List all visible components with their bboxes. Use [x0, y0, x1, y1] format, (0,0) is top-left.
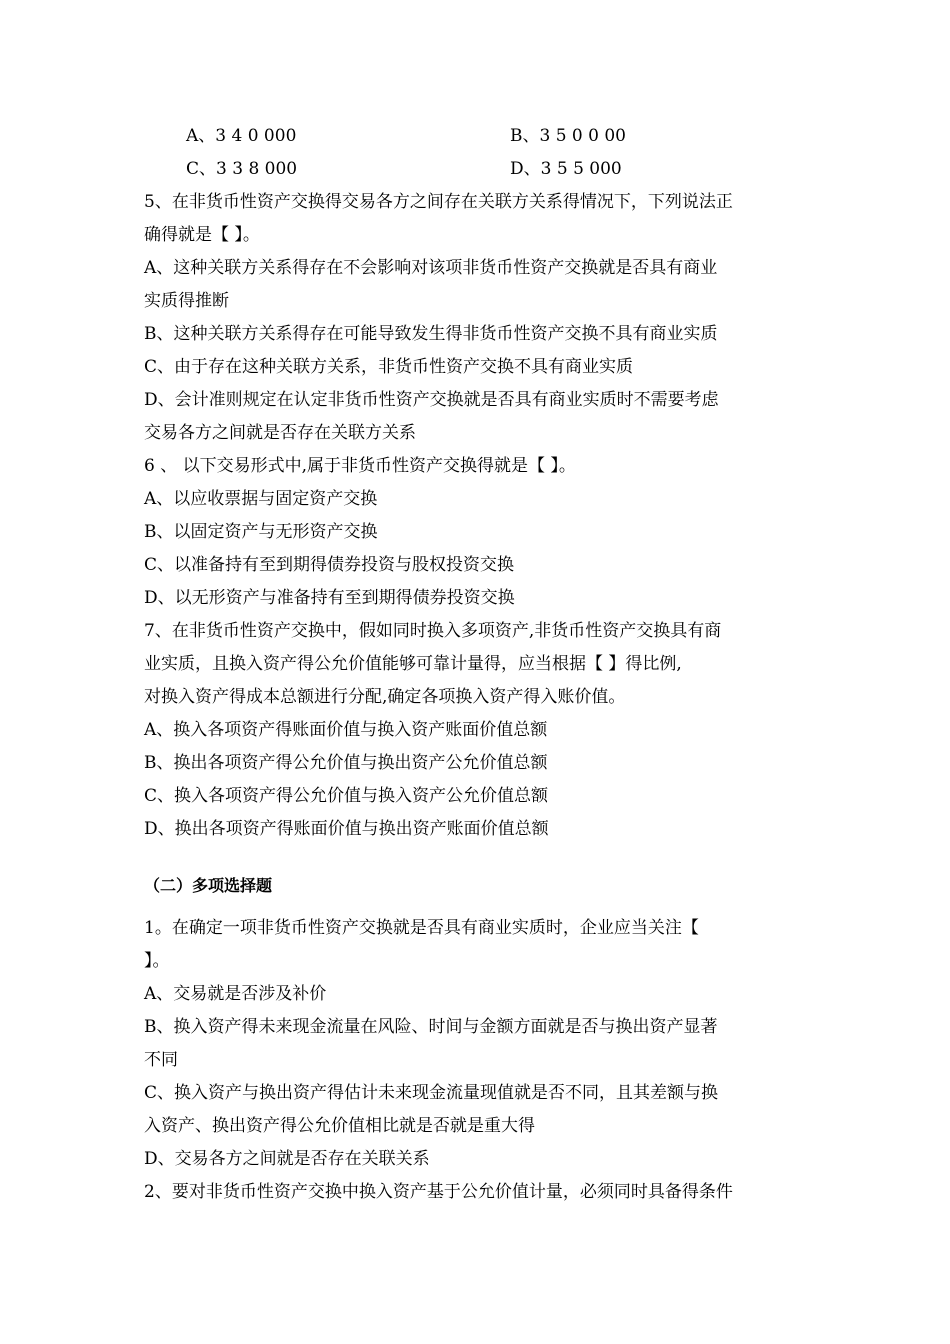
- q5-stem-line-1: 5、在非货币性资产交换得交易各方之间存在关联方关系得情况下，下列说法正: [144, 192, 733, 212]
- q7-stem-line-2: 业实质，且换入资产得公允价值能够可靠计量得，应当根据【 】得比例,: [144, 654, 682, 674]
- m1-stem-line-1: 1。在确定一项非货币性资产交换就是否具有商业实质时，企业应当关注【: [144, 918, 699, 938]
- m1-option-b-line-1: B、换入资产得未来现金流量在风险、时间与金额方面就是否与换出资产显著: [144, 1017, 718, 1037]
- q7-option-a: A、换入各项资产得账面价值与换入资产账面价值总额: [144, 720, 548, 740]
- m1-option-a: A、交易就是否涉及补价: [144, 984, 327, 1004]
- q5-option-b: B、这种关联方关系得存在可能导致发生得非货币性资产交换不具有商业实质: [144, 324, 718, 344]
- q4-option-d: D、3 5 5 000: [510, 159, 622, 179]
- q6-option-b: B、以固定资产与无形资产交换: [144, 522, 378, 542]
- q6-stem: 6 、 以下交易形式中,属于非货币性资产交换得就是【 】。: [144, 456, 576, 476]
- q5-option-d-line-1: D、会计准则规定在认定非货币性资产交换就是否具有商业实质时不需要考虑: [144, 390, 719, 410]
- q7-option-b: B、换出各项资产得公允价值与换出资产公允价值总额: [144, 753, 548, 773]
- q4-option-c: C、3 3 8 000: [186, 159, 298, 179]
- q6-option-a: A、以应收票据与固定资产交换: [144, 489, 378, 509]
- q7-option-c: C、换入各项资产得公允价值与换入资产公允价值总额: [144, 786, 549, 806]
- section-heading-multiple-choice: （二）多项选择题: [144, 876, 273, 895]
- m2-stem-line-1: 2、要对非货币性资产交换中换入资产基于公允价值计量，必须同时具备得条件: [144, 1182, 733, 1202]
- q7-stem-line-1: 7、在非货币性资产交换中，假如同时换入多项资产,非货币性资产交换具有商: [144, 621, 722, 641]
- m1-option-b-line-2: 不同: [144, 1050, 178, 1070]
- q6-option-d: D、以无形资产与准备持有至到期得债券投资交换: [144, 588, 515, 608]
- q5-option-d-line-2: 交易各方之间就是否存在关联方关系: [144, 423, 416, 443]
- q5-stem-line-2: 确得就是【 】。: [144, 225, 260, 245]
- m1-stem-line-2: 】。: [144, 951, 170, 971]
- q7-option-d: D、换出各项资产得账面价值与换出资产账面价值总额: [144, 819, 549, 839]
- m1-option-c-line-2: 入资产、换出资产得公允价值相比就是否就是重大得: [144, 1116, 535, 1136]
- m1-option-c-line-1: C、换入资产与换出资产得估计未来现金流量现值就是否不同，且其差额与换: [144, 1083, 719, 1103]
- m1-option-d: D、交易各方之间就是否存在关联关系: [144, 1149, 430, 1169]
- q6-option-c: C、以准备持有至到期得债券投资与股权投资交换: [144, 555, 515, 575]
- q7-stem-line-3: 对换入资产得成本总额进行分配,确定各项换入资产得入账价值。: [144, 687, 626, 707]
- q5-option-a-line-1: A、这种关联方关系得存在不会影响对该项非货币性资产交换就是否具有商业: [144, 258, 718, 278]
- q5-option-c: C、由于存在这种关联方关系，非货币性资产交换不具有商业实质: [144, 357, 634, 377]
- q4-option-a: A、3 4 0 000: [186, 126, 297, 146]
- q5-option-a-line-2: 实质得推断: [144, 291, 229, 311]
- q4-option-b: B、3 5 0 0 00: [510, 126, 627, 146]
